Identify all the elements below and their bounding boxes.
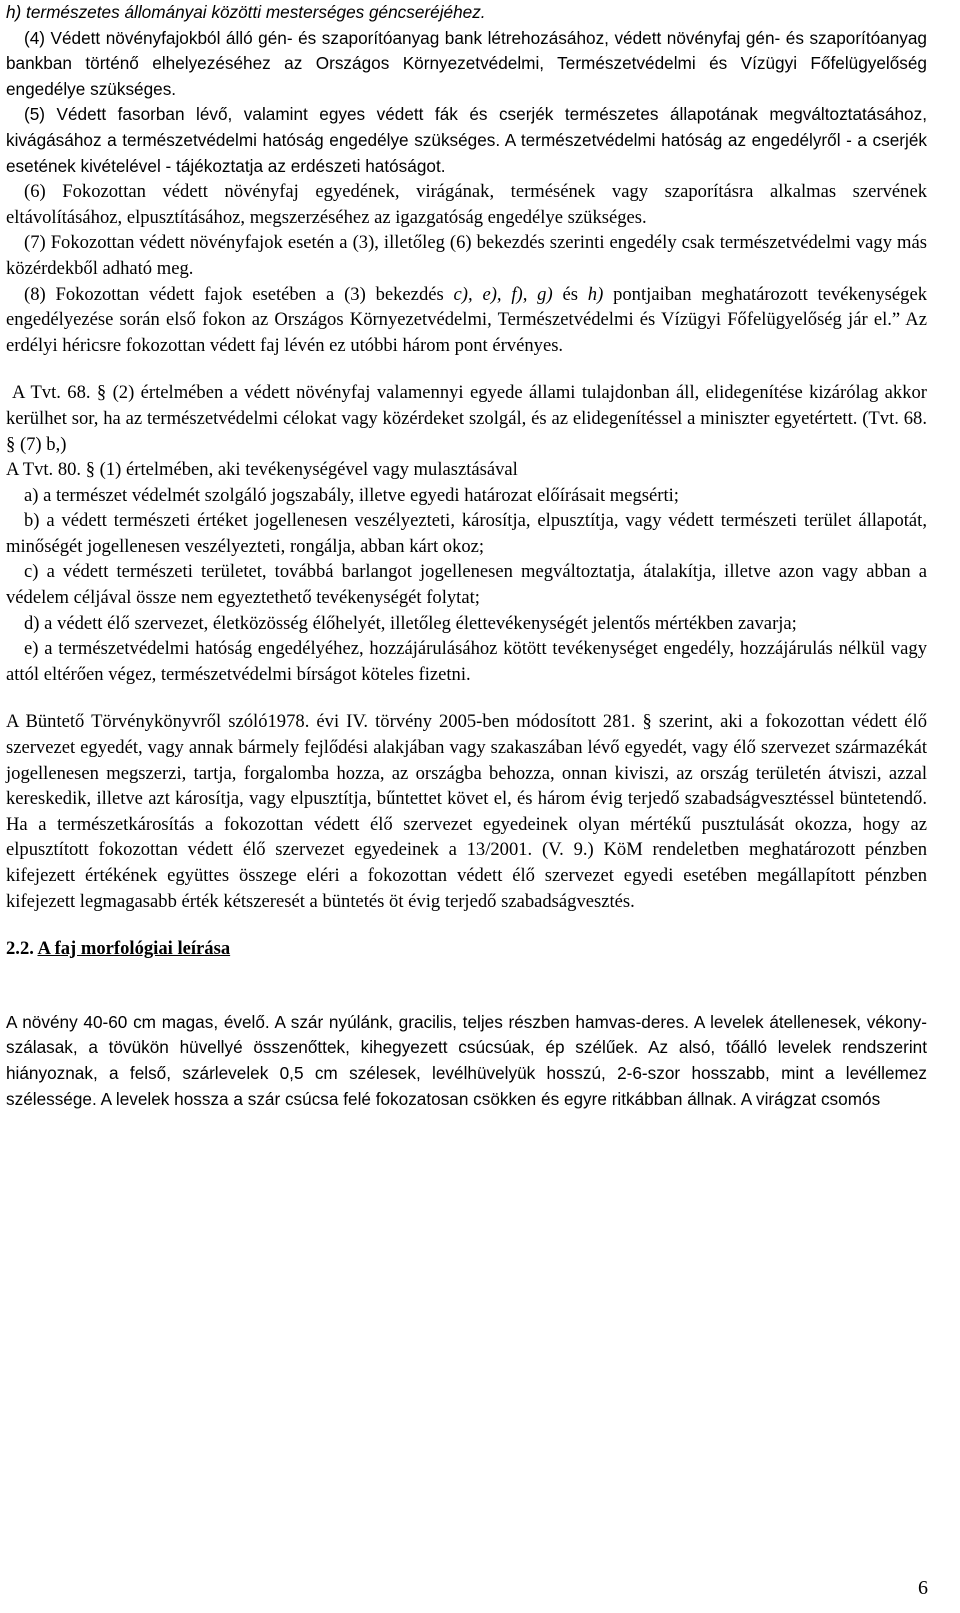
paragraph-4: (4) Védett növényfajokból álló gén- és szaporítóanyag bank létrehozásához, védett növényfaj gén- és szaporítóanyag bankban történő elhelyezéséhez az Országos Környezetvédelmi, Természetvédelmi és Vízügyi Főfelügyelőség engedélye szükséges. <box>6 27 927 99</box>
list-item-e: e) a természetvédelmi hatóság engedélyéhez, hozzájárulásához kötött tevékenységet engedély, hozzájárulás nélkül vagy attól eltérően végez, természetvédelmi bírságot köteles fizetni. <box>6 638 927 685</box>
paragraph-7: (7) Fokozottan védett növényfajok esetén a (3), illetőleg (6) bekezdés szerinti engedély csak természetvédelmi vagy más közérdekből adható meg. <box>6 232 927 279</box>
list-item-d: d) a védett élő szervezet, életközösség élőhelyét, illetőleg élettevékenységét jelentős mértékben zavarja; <box>24 612 797 634</box>
paragraph-btk: A Büntető Törvénykönyvről szóló1978. évi IV. törvény 2005-ben módosított 281. § szerint, aki a fokozottan védett élő szervezet egyedét, vagy annak bármely fejlődési alakjában vagy szakaszában lévő egyedét, vagy élő szervezet származékát jogellenesen megszerzi, tartja, forgalomba hozza, az országba behozza, onnan kiviszi, az ország területén átviszi, azzal kereskedik, illetve azt károsítja, vagy elpusztítja, bűntettet követ el, és három évig terjedő szabadságvesztéssel büntetendő. Ha a természetkárosítás a fokozottan védett élő szervezet egyedeinek olyan mértékű pusztulását okozza, hogy az elpusztított fokozottan védett élő szervezet egyedeinek a 13/2001. (V. 9.) KöM rendeletben meghatározott pénzben kifejezett értékének együttes összege eléri a fokozottan védett élő szervezet egyedi esetében megállapított pénzben kifejezett legmagasabb érték kétszeresét a büntetés öt évig terjedő szabadságvesztés. <box>6 711 927 912</box>
document-page <box>6 0 927 1112</box>
section-number: 2.2. <box>6 938 34 960</box>
page-number: 6 <box>918 1577 928 1599</box>
paragraph-6: (6) Fokozottan védett növényfaj egyedének, virágának, termésének vagy szaporításra alkalmas szervének eltávolításához, elpusztításához, megszerzéséhez az igazgatóság engedélye szükséges. <box>6 181 927 228</box>
list-item-b: b) a védett természeti értéket jogellenesen veszélyezteti, károsítja, elpusztítja, vagy védett természeti terület állapotát, minőségét jogellenesen veszélyezteti, rongálja, abban kárt okoz; <box>6 510 927 557</box>
paragraph-5: (5) Védett fasorban lévő, valamint egyes védett fák és cserjék természetes állapotának megváltoztatásához, kivágásához a természetvédelmi hatóság engedélye szükséges. A természetvédelmi hatóság az engedélyről - a cserjék esetének kivételével - tájékoztatja az erdészeti hatóságot. <box>6 104 927 176</box>
paragraph-8: (8) Fokozottan védett fajok esetében a (3) bekezdés c), e), f), g) és h) pontjaiban meghatározott tevékenységek engedélyezése során első fokon az Országos Környezetvédelmi, Természetvédelmi és Vízügyi Főfelügyelőség jár el.” Az erdélyi héricsre fokozottan védett faj lévén ez utóbbi három pont érvényes. <box>6 283 927 356</box>
list-item-a: a) a természet védelmét szolgáló jogszabály, illetve egyedi határozat előírásait megsérti; <box>24 484 679 506</box>
section-title: A faj morfológiai leírása <box>37 938 231 960</box>
paragraph-morphology: A növény 40-60 cm magas, évelő. A szár nyúlánk, gracilis, teljes részben hamvas-deres. A levelek átellenesek, vékony-szálasak, a tövükön hüvellyé összenőttek, kihegyezett csúcsúak, ép szélűek. Az alsó, tőálló levelek rendszerint hiányoznak, a felső, szárlevelek 0,5 cm szélesek, levélhüvelyük hosszú, 2-6-szor hosszabb, mint a levéllemez szélessége. A levelek hossza a szár csúcsa felé fokozatosan csökken és egyre ritkábban állnak. A virágzat csomós <box>6 1011 927 1109</box>
list-item-c: c) a védett természeti területet, továbbá barlangot jogellenesen megváltoztatja, átalakítja, illetve azon vagy abban a védelem céljával össze nem egyeztethető tevékenységét folytat; <box>6 561 927 609</box>
paragraph-tvt-68: A Tvt. 68. § (2) értelmében a védett növényfaj valamennyi egyede állami tulajdonban áll, elidegenítése kizárólag akkor kerülhet sor, ha az természetvédelmi célokat vagy közérdeket szolgál, és az elidegenítéssel a miniszter egyetértett. (Tvt. 68. § (7) b,) <box>6 382 927 455</box>
paragraph-tvt-80: A Tvt. 80. § (1) értelmében, aki tevékenységével vagy mulasztásával <box>6 459 518 481</box>
paragraph-h: h) természetes állományai közötti mesterséges géncseréjéhez. <box>6 2 486 22</box>
section-heading <box>6 936 927 962</box>
